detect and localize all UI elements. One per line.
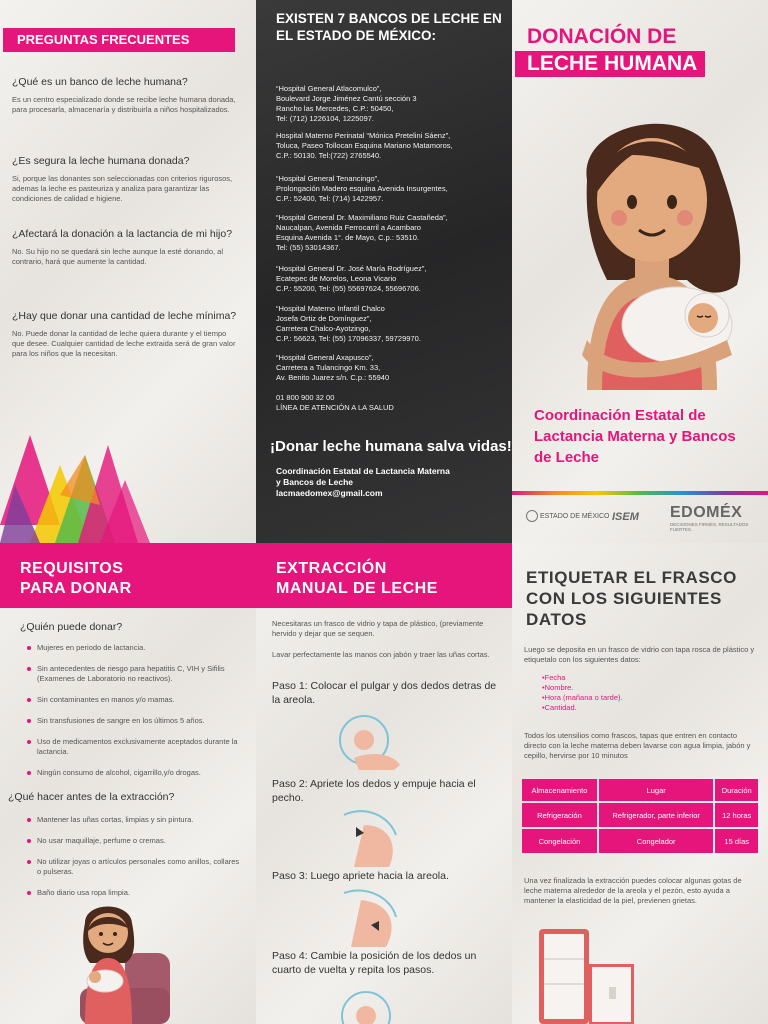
faq-header: PREGUNTAS FRECUENTES [3, 28, 235, 52]
requirements-title-line2: PARA DONAR [20, 580, 132, 597]
table-header-cell: Almacenamiento [522, 779, 597, 801]
gob-logo-text: ESTADO DE MÉXICO [539, 512, 610, 520]
list-item: Uso de medicamentos exclusivamente aceptados durante la lactancia. [27, 737, 242, 757]
table-header-cell: Duración [715, 779, 758, 801]
list-item: •Cantidad. [542, 703, 577, 712]
list-item: •Hora (mañana o tarde). [542, 693, 623, 702]
requirements-panel [0, 543, 256, 1024]
colorful-triangles-graphic [0, 425, 256, 543]
edomex-logo-subtext: DECISIONES FIRMES, RESULTADOS FUERTES. [670, 522, 749, 532]
banks-title: EXISTEN 7 BANCOS DE LECHE EN EL ESTADO DE MÉXICO: [276, 11, 502, 43]
extraction-step: Paso 3: Luego apriete hacia la areola. [272, 870, 449, 882]
faq-question: ¿Es segura la leche humana donada? [12, 155, 190, 167]
extraction-step: Paso 2: Apriete los dedos y empuje hacia el pecho. [272, 778, 476, 804]
before-extraction-list [27, 815, 242, 909]
faq-panel [0, 0, 256, 543]
table-row [522, 803, 758, 827]
extraction-title-line2: MANUAL DE LECHE [276, 580, 438, 597]
edomex-logo [670, 504, 768, 532]
utensils-note: Todos los utensilios como frascos, tapas que entren en contacto directo con la leche materna deben lavarse con agua limpia, jabón y cepillo, hervirse por 10 minutos [524, 731, 751, 760]
list-item: Mantener las uñas cortas, limpias y sin pintura. [27, 815, 242, 825]
labeling-intro: Luego se deposita en un frasco de vidrio con tapa rosca de plástico y etiquetalo con los siguientes datos: [524, 645, 755, 664]
table-cell: Congelación [522, 829, 597, 853]
list-item: •Nombre. [542, 683, 574, 692]
hospital-entry: “Hospital General Axapusco”, Carretera a Tulancingo Km. 33, Av. Benito Juarez s/n. C.p.: 55940 [276, 353, 390, 382]
list-item: Ningún consumo de alcohol, cigarrillo,y/o drogas. [27, 768, 242, 778]
extraction-intro: Necesitaras un frasco de vidrio y tapa de plástico, (previamente hervido y dejar que se sequen. [272, 619, 484, 638]
rainbow-bar [512, 491, 768, 495]
storage-table [520, 777, 760, 855]
table-cell: Refrigerador, parte inferior [599, 803, 714, 827]
table-cell: 12 horas [715, 803, 758, 827]
list-item: Sin transfusiones de sangre en los últimos 5 años. [27, 716, 242, 726]
hand-breast-step1-illustration [334, 710, 404, 770]
extraction-step: Paso 4: Cambie la posición de los dedos un cuarto de vuelta y repita los pasos. [272, 950, 477, 976]
closing-note: Una vez finalizada la extracción puedes colocar algunas gotas de leche materna alrededor de la areola y el pezón, esto ayuda a mantener la elasticidad de la piel, previenen grietas. [524, 876, 742, 905]
table-header-row [522, 779, 758, 801]
table-cell: Refrigeración [522, 803, 597, 827]
faq-answer: Es un centro especializado donde se recibe leche humana donada, para procesarla, almacenaría y distribuirla a niños hospitalizados. [12, 95, 236, 114]
extraction-title [276, 559, 438, 599]
faq-item [12, 310, 237, 359]
list-item: Sin contaminantes en manos y/o mamas. [27, 695, 242, 705]
gob-seal-icon [526, 510, 538, 522]
list-item: No usar maquillaje, perfume o cremas. [27, 836, 242, 846]
requirements-title [20, 559, 132, 599]
contact-info: Coordinación Estatal de Lactancia Materna y Bancos de Leche lacmaedomex@gmail.com [276, 466, 450, 498]
faq-answer: No. Su hijo no se quedará sin leche aunque la esté donando, al contrario, hará que aumente la cantidad. [12, 247, 223, 266]
isem-logo: ISEM [612, 511, 639, 523]
faq-item [12, 228, 237, 267]
cover-coordination-title: Coordinación Estatal de Lactancia Materna y Bancos de Leche [534, 407, 736, 466]
faq-item [12, 155, 237, 204]
list-item: •Fecha [542, 673, 566, 682]
gob-logo [526, 510, 609, 522]
extraction-panel [256, 543, 512, 1024]
mother-with-baby-illustration [547, 110, 762, 390]
label-fields-list [542, 673, 623, 713]
cover-panel [512, 0, 768, 543]
extraction-step: Paso 1: Colocar el pulgar y dos dedos detras de la areola. [272, 680, 497, 706]
faq-answer: No. Puede donar la cantidad de leche quiera durante y el tiempo que desee. Cualquier cantidad de leche extraida será de gran valor para los niños que la necesitan. [12, 329, 236, 358]
hospital-entry: “Hospital General Dr. José María Rodríguez”, Ecatepec de Morelos, Leona Vicario C.P.: 55200, Tel: (55) 55697624, 55696706. [276, 264, 427, 293]
extraction-title-line1: EXTRACCIÓN [276, 560, 387, 577]
faq-question: ¿Afectará la donación a la lactancia de mi hijo? [12, 228, 233, 240]
list-item: Baño diario usa ropa limpia. [27, 888, 242, 898]
cover-title-line2: LECHE HUMANA [515, 51, 705, 77]
faq-question: ¿Hay que donar una cantidad de leche mínima? [12, 310, 237, 322]
hand-breast-step4-illustration [336, 986, 406, 1024]
table-row [522, 829, 758, 853]
who-can-donate-list [27, 643, 242, 789]
health-hotline: 01 800 900 32 00 LÍNEA DE ATENCIÓN A LA SALUD [276, 393, 394, 412]
faq-item [12, 76, 237, 115]
hospital-entry: “Hospital General Atlacomulco”, Boulevard Jorge Jiménez Cantú sección 3 Rancho las Mercedes, C.P.: 50450, Tel: (712) 1226104, 1225097. [276, 84, 417, 123]
faq-answer: Si, porque las donantes son seleccionadas con criterios rigurosos, ademas la leche es pasteuriza y analiza para garantizar las condiciones de calidad e higiene. [12, 174, 233, 203]
table-header-cell: Lugar [599, 779, 714, 801]
edomex-logo-text: EDOMÉX [670, 504, 743, 521]
list-item: No utilizar joyas o artículos personales como anillos, collares o pulseras. [27, 857, 242, 877]
list-item: Mujeres en periodo de lactancia. [27, 643, 242, 653]
hospital-entry: “Hospital General Tenancingo”, Prolongación Madero esquina Avenida Insurgentes, C.P.: 52400, Tel: (714) 1422957. [276, 174, 448, 203]
before-extraction-question: ¿Qué hacer antes de la extracción? [8, 791, 175, 803]
requirements-title-line1: REQUISITOS [20, 560, 124, 577]
hospital-entry: “Hospital Materno Infantil Chalco Josefa Ortiz de Domínguez”, Carretera Chalco-Ayotzingo, C.P.: 56623, Tel: (55) 17096337, 59729970. [276, 304, 421, 343]
list-item: Sin antecedentes de riesgo para hepatitis C, VIH y Sifilis (Examenes de Laboratorio no reactivos). [27, 664, 242, 684]
hand-breast-step2-illustration [334, 805, 404, 867]
labeling-title: ETIQUETAR EL FRASCO CON LOS SIGUIENTES DATOS [526, 568, 738, 629]
extraction-intro: Lavar perfectamente las manos con jabón y traer las uñas cortas. [272, 650, 490, 659]
slogan: ¡Donar leche humana salva vidas! [270, 438, 512, 455]
mother-sitting-illustration [70, 903, 180, 1024]
refrigerator-illustration [534, 929, 644, 1024]
table-cell: Congelador [599, 829, 714, 853]
hospital-entry: “Hospital General Dr. Maximiliano Ruiz Castañeda”, Naucalpan, Avenida Ferrocarril a Acambaro Esquina Avenida 1°. de Mayo, C.p.: 53510. Tel: (55) 53014367. [276, 213, 448, 252]
hand-breast-step3-illustration [336, 885, 402, 947]
faq-question: ¿Qué es un banco de leche humana? [12, 76, 188, 88]
cover-title-line1: DONACIÓN DE [527, 25, 677, 48]
labeling-panel [512, 543, 768, 1024]
milk-banks-panel [256, 0, 512, 543]
hospital-entry: Hospital Materno Perinatal “Mónica Pretelini Sáenz”, Toluca, Paseo Tollocan Esquina Mariano Matamoros, C.P.: 50130. Tel:(722) 2765540. [276, 131, 453, 160]
table-cell: 15 días [715, 829, 758, 853]
who-can-donate-question: ¿Quién puede donar? [20, 621, 123, 633]
